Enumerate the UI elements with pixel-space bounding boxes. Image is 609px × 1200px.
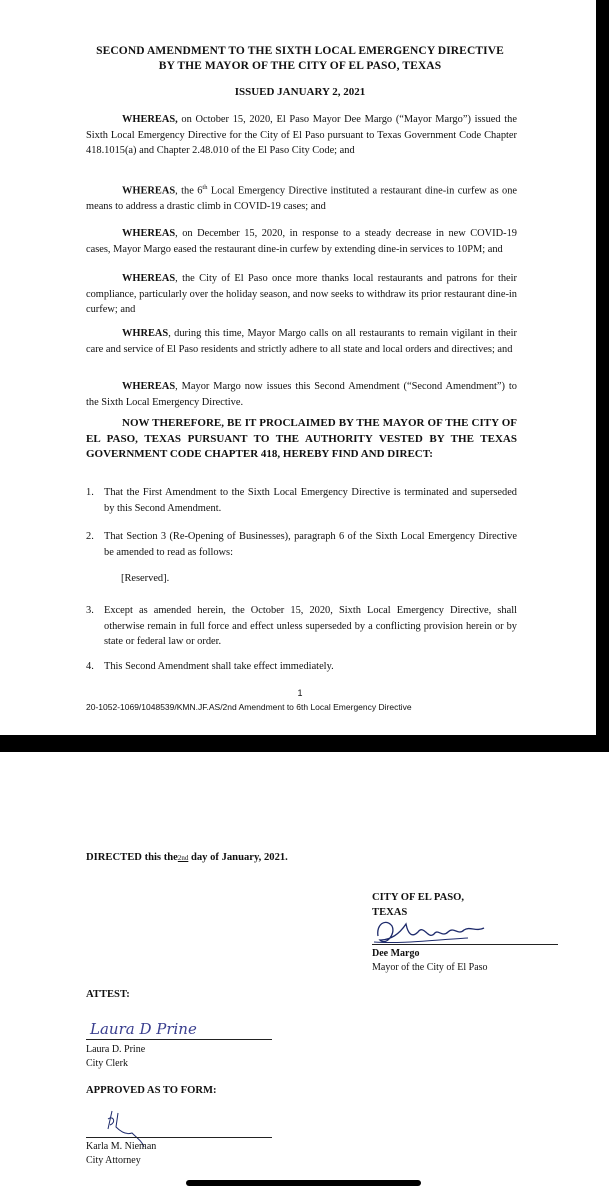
reserved-text: [Reserved]. xyxy=(121,573,170,584)
approved-label: APPROVED AS TO FORM: xyxy=(86,1085,217,1096)
directed-line: DIRECTED this the2nd day of January, 2021. xyxy=(86,852,288,863)
attorney-signature-line xyxy=(86,1137,272,1138)
mayor-name: Dee Margo xyxy=(372,948,420,959)
whereas-paragraph: WHEREAS, Mayor Margo now issues this Second Amendment (“Second Amendment”) to the Sixth Local Emergency Directive. xyxy=(86,381,517,408)
mayor-signature-line xyxy=(372,944,558,945)
directed-day: 2nd xyxy=(177,854,189,862)
clerk-signature xyxy=(86,1014,216,1042)
mayor-title: Mayor of the City of El Paso xyxy=(372,962,488,973)
document-footer: 20-1052-1069/1048539/KMN.JF.AS/2nd Amendment to 6th Local Emergency Directive xyxy=(86,702,412,712)
whereas-paragraph: WHREAS, during this time, Mayor Margo calls on all restaurants to remain vigilant in their care and service of El Paso residents and strictly adhere to all state and local orders and directives; and xyxy=(86,328,517,355)
page-number: 1 xyxy=(297,688,303,698)
list-item-text: That Section 3 (Re-Opening of Businesses), paragraph 6 of the Sixth Local Emergency Directive be amended to read as follows: xyxy=(104,531,517,558)
list-item-number: 4. xyxy=(86,661,94,672)
document-title-line2: BY THE MAYOR OF THE CITY OF EL PASO, TEXAS xyxy=(158,60,442,72)
clerk-name: Laura D. Prine xyxy=(86,1044,146,1055)
city-block: CITY OF EL PASO, TEXAS xyxy=(372,892,465,918)
attorney-title: City Attorney xyxy=(86,1155,141,1166)
proclamation: NOW THEREFORE, BE IT PROCLAIMED BY THE MAYOR OF THE CITY OF EL PASO, TEXAS PURSUANT TO THE AUTHORITY VESTED BY THE TEXAS GOVERNMENT CODE CHAPTER 418, HEREBY FIND AND DIRECT: xyxy=(86,417,517,460)
page-edge-border xyxy=(596,0,609,735)
list-item-text: This Second Amendment shall take effect immediately. xyxy=(104,661,334,672)
attorney-name: Karla M. Nieman xyxy=(86,1141,157,1152)
attest-label: ATTEST: xyxy=(86,989,130,1000)
list-item-text: Except as amended herein, the October 15, 2020, Sixth Local Emergency Directive, shall otherwise remain in full force and effect unless superseded by a conflicting provision herein or by state or federal law or order. xyxy=(104,605,517,647)
whereas-paragraph: WHEREAS, on December 15, 2020, in response to a steady decrease in new COVID-19 cases, Mayor Margo eased the restaurant dine-in curfew by extending dine-in services to 10PM; and xyxy=(86,228,517,255)
list-item-number: 3. xyxy=(86,605,94,616)
document-title-line1: SECOND AMENDMENT TO THE SIXTH LOCAL EMERGENCY DIRECTIVE xyxy=(96,45,504,57)
list-item-number: 1. xyxy=(86,487,94,498)
document-page-2 xyxy=(0,752,609,1200)
page-divider xyxy=(0,735,609,752)
svg-text:Laura D Prine: Laura D Prine xyxy=(90,1020,197,1038)
whereas-paragraph: WHEREAS, on October 15, 2020, El Paso Mayor Dee Margo (“Mayor Margo”) issued the Sixth Local Emergency Directive for the City of El Paso pursuant to Texas Government Code Chapter 418.1015(a) and Chapter 2.48.010 of the El Paso City Code; and xyxy=(86,114,517,156)
issued-date: ISSUED JANUARY 2, 2021 xyxy=(234,86,366,98)
whereas-paragraph: WHEREAS, the City of El Paso once more thanks local restaurants and patrons for their compliance, particularly over the holiday season, and now seeks to withdraw its prior restaurant dine-in curfew; and xyxy=(86,273,517,315)
clerk-title: City Clerk xyxy=(86,1058,128,1069)
home-indicator[interactable] xyxy=(186,1180,421,1186)
list-item-number: 2. xyxy=(86,531,94,542)
list-item-text: That the First Amendment to the Sixth Local Emergency Directive is terminated and superseded by this Second Amendment. xyxy=(104,487,517,514)
clerk-signature-line xyxy=(86,1039,272,1040)
whereas-paragraph: WHEREAS, the 6th Local Emergency Directive instituted a restaurant dine-in curfew as one means to address a drastic climb in COVID-19 cases; and xyxy=(86,184,518,212)
